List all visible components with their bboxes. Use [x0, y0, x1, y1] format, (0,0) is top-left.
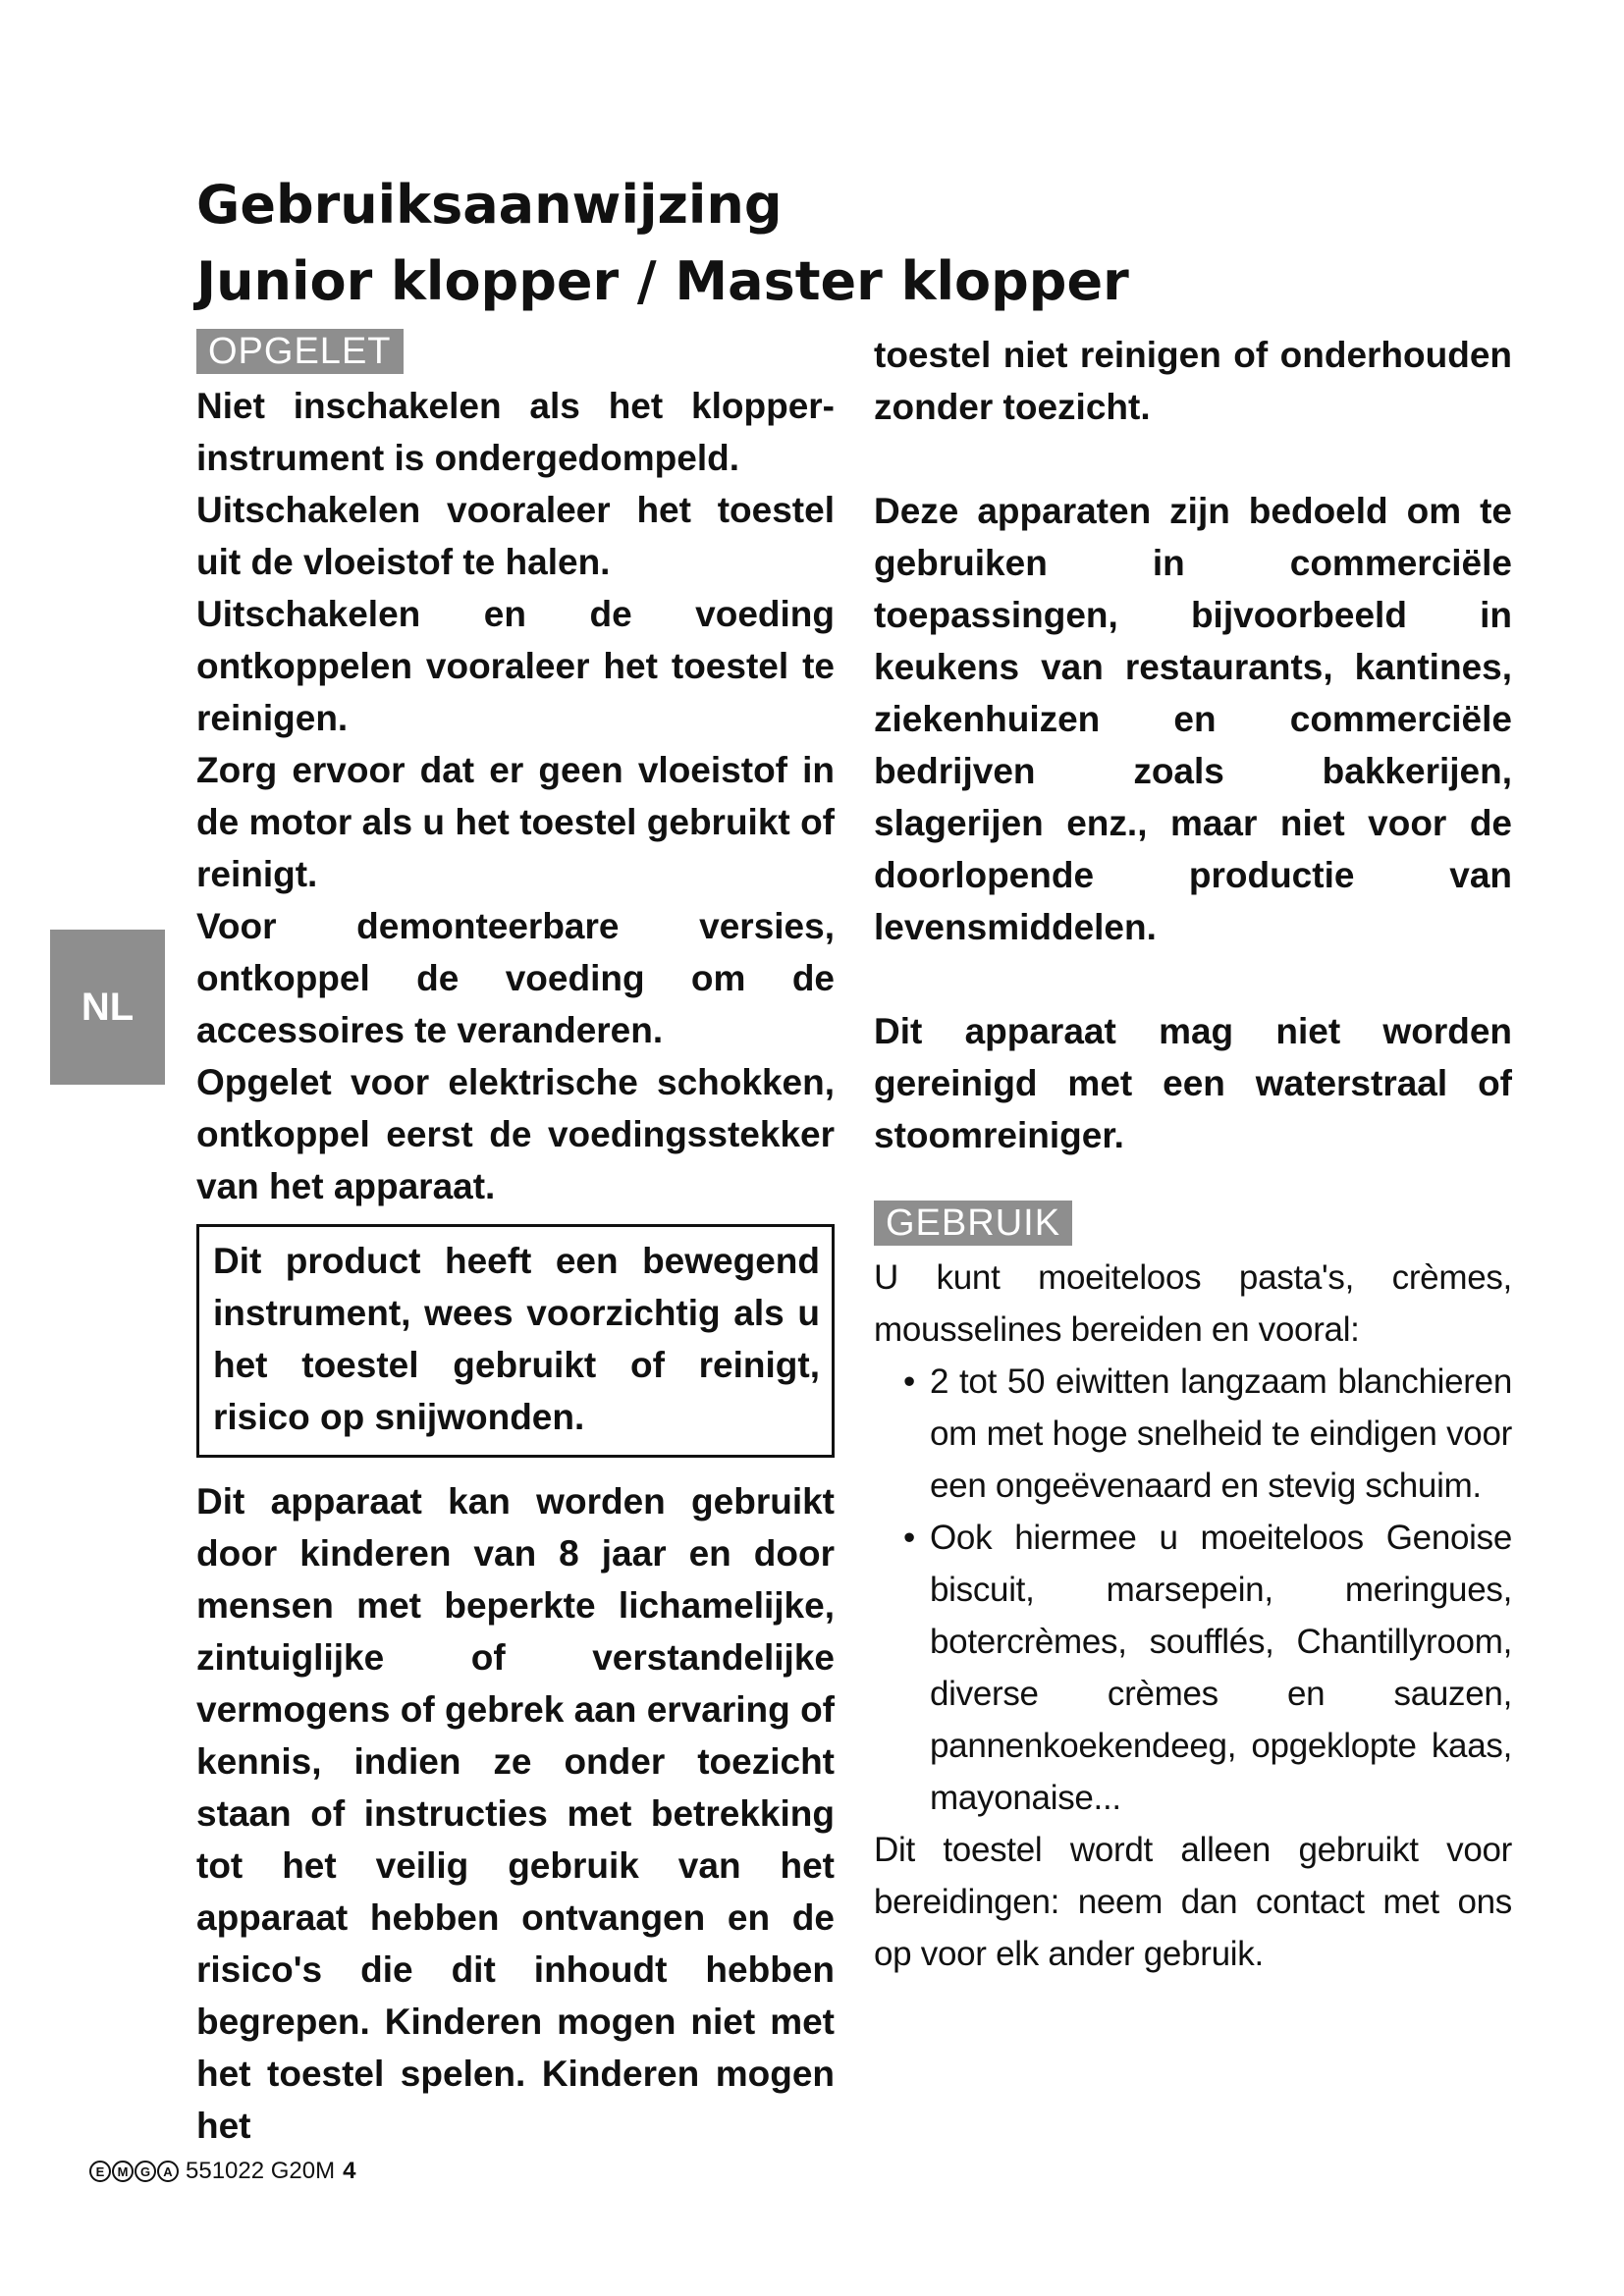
language-tab: NL — [50, 930, 165, 1085]
warning-paragraph: Opgelet voor elektrische schokken, ontkoppel eerst de voedingsstekker van het apparaat. — [196, 1062, 835, 1206]
bullet-text: Ook hiermee u moeiteloos Genoise biscuit, marsepein, meringues, botercrèmes, soufflés, Chantillyroom, diverse crèmes en sauzen, pannenkoekendeeg, opgeklopte kaas, mayonaise... — [930, 1519, 1512, 1817]
document-reference: 551022 G20M — [186, 2158, 336, 2184]
warning-paragraph: Uitschakelen vooraleer het toestel uit de vloeistof te halen. — [196, 490, 835, 582]
logo-letter: E — [89, 2161, 111, 2182]
warning-paragraph: Niet inschakelen als het klopper-instrument is ondergedompeld. — [196, 386, 835, 478]
list-item — [874, 1356, 1512, 1512]
title-line-2: Junior klopper / Master klopper — [196, 250, 1129, 312]
warning-list — [196, 380, 835, 1212]
warning-paragraph: Voor demonteerbare versies, ontkoppel de voeding om de accessoires te veranderen. — [196, 906, 835, 1050]
usage-bullet-list — [874, 1356, 1512, 1824]
title-line-1: Gebruiksaanwijzing — [196, 174, 783, 236]
logo-letter: M — [112, 2161, 134, 2182]
logo-letter: A — [157, 2161, 179, 2182]
brand-logo — [89, 2161, 180, 2182]
right-column — [874, 329, 1512, 1980]
page-title — [196, 167, 1473, 320]
warning-paragraph: Zorg ervoor dat er geen vloeistof in de motor als u het toestel gebruikt of reinigt. — [196, 750, 835, 894]
continued-paragraph: toestel niet reinigen of onderhouden zonder toezicht. — [874, 335, 1512, 427]
cut-risk-text: Dit product heeft een bewegend instrument, wees voorzichtig als u het toestel gebruikt of reinigt, risico op snijwonden. — [213, 1241, 820, 1437]
list-item — [874, 1512, 1512, 1824]
children-paragraph: Dit apparaat kan worden gebruikt door kinderen van 8 jaar en door mensen met beperkte lichamelijke, zintuiglijke of verstandelijke vermogens of gebrek aan ervaring of kennis, indien ze onder toezicht staan of instructies met betrekking tot het veilig gebruik van het apparaat hebben ontvangen en de risico's die dit inhoudt hebben begrepen. Kinderen mogen niet met het toestel spelen. Kinderen mogen het — [196, 1481, 835, 2146]
bullet-icon: • — [903, 1519, 915, 1557]
commercial-paragraph: Deze apparaten zijn bedoeld om te gebruiken in commerciële toepassingen, bijvoorbeeld in keukens van restaurants, kantines, ziekenhuizen en commerciële bedrijven zoals bakkerijen, slagerijen enz., maar niet voor de doorlopende productie van levensmiddelen. — [874, 491, 1512, 947]
page-number: 4 — [343, 2158, 356, 2184]
cut-risk-box — [196, 1224, 835, 1458]
usage-label: GEBRUIK — [874, 1201, 1072, 1246]
warning-label: OPGELET — [196, 329, 404, 374]
usage-intro: U kunt moeiteloos pasta's, crèmes, mousselines bereiden en vooral: — [874, 1258, 1512, 1349]
bullet-text: 2 tot 50 eiwitten langzaam blanchieren om met hoge snelheid te eindigen voor een ongeëvenaard en stevig schuim. — [930, 1362, 1512, 1505]
warning-paragraph: Uitschakelen en de voeding ontkoppelen vooraleer het toestel te reinigen. — [196, 594, 835, 738]
bullet-icon: • — [903, 1362, 915, 1401]
left-column — [196, 329, 835, 2152]
cleaning-paragraph: Dit apparaat mag niet worden gereinigd met een waterstraal of stoomreiniger. — [874, 1011, 1512, 1155]
usage-closing: Dit toestel wordt alleen gebruikt voor bereidingen: neem dan contact met ons op voor elk ander gebruik. — [874, 1831, 1512, 1973]
page-footer — [89, 2158, 355, 2185]
logo-letter: G — [135, 2161, 156, 2182]
